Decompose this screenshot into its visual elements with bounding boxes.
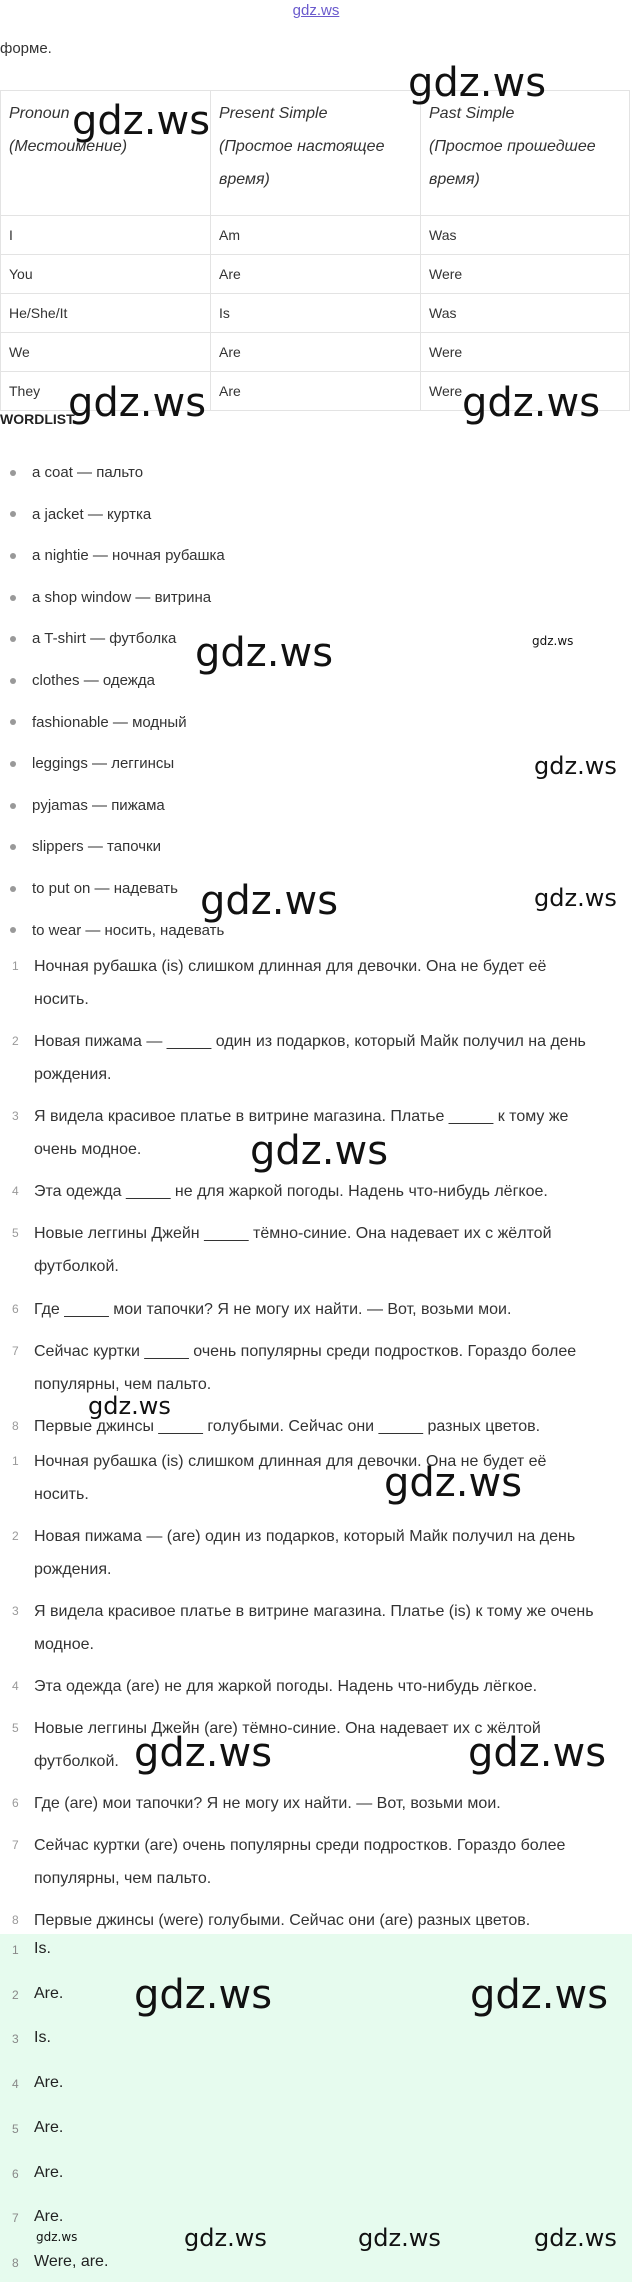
text-line: Ночная рубашка (is) слишком длинная для девочки. Она не будет её <box>34 958 547 975</box>
wordlist-item <box>10 618 225 660</box>
item-text <box>34 1293 628 1326</box>
bullet-icon <box>10 470 16 476</box>
bullet-icon <box>10 511 16 517</box>
wordlist-text: a jacket — куртка <box>32 505 152 523</box>
item-number: 2 <box>12 1034 19 1048</box>
header-line: Present Simple <box>219 105 328 122</box>
header-line: время) <box>429 171 480 188</box>
site-link[interactable]: gdz.ws <box>292 2 340 19</box>
wordlist-title: WORDLIST <box>0 411 75 427</box>
header-present-simple <box>211 91 421 216</box>
table-cell: We <box>1 333 211 372</box>
wordlist <box>10 452 225 951</box>
answer-text: Are. <box>34 1984 64 2002</box>
text-line: Сейчас куртки _____ очень популярны среди подростков. Гораздо более <box>34 1343 577 1360</box>
bullet-icon <box>10 761 16 767</box>
table-cell: Were <box>421 255 630 294</box>
answer-number: 5 <box>12 2121 19 2136</box>
header-line: Pronoun <box>9 105 70 122</box>
item-number: 8 <box>12 1913 19 1927</box>
text-line: Где (are) мои тапочки? Я не могу их найти. — Вот, возьми мои. <box>34 1795 501 1812</box>
wordlist-item <box>10 868 225 910</box>
wordlist-text: to wear — носить, надевать <box>32 921 225 939</box>
answer-number: 8 <box>12 2255 19 2270</box>
text-line: Эта одежда (are) не для жаркой погоды. Надень что-нибудь лёгкое. <box>34 1678 538 1695</box>
item-number: 1 <box>12 959 19 973</box>
item-text <box>34 1445 628 1511</box>
watermark: gdz.ws <box>462 380 601 426</box>
watermark: gdz.ws <box>134 1972 273 2018</box>
item-text <box>34 1175 628 1208</box>
watermark: gdz.ws <box>184 2224 267 2252</box>
wordlist-item <box>10 826 225 868</box>
answer-number: 6 <box>12 2166 19 2181</box>
table-cell: Am <box>211 216 421 255</box>
watermark: gdz.ws <box>250 1128 389 1174</box>
text-line: Я видела красивое платье в витрине магазина. Платье _____ к тому же <box>34 1108 569 1125</box>
text-line: популярны, чем пальто. <box>34 1376 212 1393</box>
answer-number: 2 <box>12 1987 19 2002</box>
item-text <box>34 1595 628 1661</box>
answer-number: 4 <box>12 2077 19 2092</box>
wordlist-text: a coat — пальто <box>32 464 144 481</box>
text-line: Ночная рубашка (is) слишком длинная для девочки. Она не будет её <box>34 1453 547 1470</box>
wordlist-text: a shop window — витрина <box>32 588 212 606</box>
item-number: 8 <box>12 1419 19 1433</box>
text-line: носить. <box>34 1486 89 1503</box>
text-line: Где _____ мои тапочки? Я не могу их найти. — Вот, возьми мои. <box>34 1301 512 1318</box>
watermark: gdz.ws <box>534 884 617 912</box>
bullet-icon <box>10 844 16 850</box>
table-row <box>1 333 630 372</box>
text-line: Новая пижама — _____ один из подарков, который Майк получил на день <box>34 1033 586 1050</box>
header-line: время) <box>219 171 270 188</box>
bullet-icon <box>10 719 16 725</box>
answer-number: 3 <box>12 2032 19 2047</box>
header-past-simple <box>421 91 630 216</box>
wordlist-item <box>10 577 225 619</box>
table-cell: Were <box>421 372 630 411</box>
answer-text: Were, are. <box>34 2252 109 2270</box>
text-line: Эта одежда _____ не для жаркой погоды. Надень что-нибудь лёгкое. <box>34 1183 548 1200</box>
table-cell: Is <box>211 294 421 333</box>
item-number: 1 <box>12 1454 19 1468</box>
answer-text: Are. <box>34 2074 64 2092</box>
item-number: 4 <box>12 1679 19 1693</box>
text-line: модное. <box>34 1636 94 1653</box>
item-number: 5 <box>12 1226 19 1240</box>
item-text <box>34 1217 628 1283</box>
text-line: футболкой. <box>34 1258 119 1275</box>
header-line: (Простое настоящее <box>219 138 385 155</box>
table-row <box>1 216 630 255</box>
watermark: gdz.ws <box>532 634 574 648</box>
bullet-icon <box>10 636 16 642</box>
wordlist-item <box>10 452 225 494</box>
intro-text: форме. <box>0 40 52 57</box>
wordlist-item <box>10 660 225 702</box>
item-number: 5 <box>12 1721 19 1735</box>
text-line: Первые джинсы _____ голубыми. Сейчас они _____ разных цветов. <box>34 1418 541 1435</box>
item-number: 4 <box>12 1184 19 1198</box>
watermark: gdz.ws <box>200 878 339 924</box>
text-line: рождения. <box>34 1561 112 1578</box>
bullet-icon <box>10 595 16 601</box>
wordlist-text: slippers — тапочки <box>32 838 161 856</box>
answer-text: Are. <box>34 2118 64 2136</box>
header-line: (Местоимение) <box>9 138 128 155</box>
watermark: gdz.ws <box>195 630 334 676</box>
watermark: gdz.ws <box>358 2224 441 2252</box>
watermark: gdz.ws <box>384 1460 523 1506</box>
wordlist-item <box>10 494 225 536</box>
watermark: gdz.ws <box>72 98 211 144</box>
text-line: Первые джинсы (were) голубыми. Сейчас они (are) разных цветов. <box>34 1912 531 1929</box>
wordlist-text: a nightie — ночная рубашка <box>32 547 225 565</box>
text-line: очень модное. <box>34 1141 142 1158</box>
answer-number: 7 <box>12 2211 19 2226</box>
wordlist-item <box>10 910 225 952</box>
wordlist-item <box>10 535 225 577</box>
text-line: носить. <box>34 991 89 1008</box>
table-cell: They <box>1 372 211 411</box>
item-text <box>34 950 628 1016</box>
text-line: Новые леггины Джейн _____ тёмно-синие. Она надевает их с жёлтой <box>34 1225 552 1242</box>
wordlist-text: a T-shirt — футболка <box>32 630 177 648</box>
wordlist-text: clothes — одежда <box>32 671 155 689</box>
table-cell: Was <box>421 294 630 333</box>
table-cell: I <box>1 216 211 255</box>
table-row <box>1 255 630 294</box>
table-cell: Was <box>421 216 630 255</box>
item-text <box>34 1670 628 1703</box>
header-line: (Простое прошедшее <box>429 138 596 155</box>
item-text <box>34 1829 628 1895</box>
wordlist-item <box>10 702 225 744</box>
item-text <box>34 1520 628 1586</box>
header-line: Past Simple <box>429 105 515 122</box>
text-line: Новые леггины Джейн (are) тёмно-синие. Она надевает их с жёлтой <box>34 1720 541 1737</box>
bullet-icon <box>10 927 16 933</box>
table-cell: Are <box>211 372 421 411</box>
wordlist-text: leggings — леггинсы <box>32 755 175 773</box>
bullet-icon <box>10 803 16 809</box>
table-cell: You <box>1 255 211 294</box>
wordlist-item <box>10 743 225 785</box>
watermark: gdz.ws <box>36 2230 78 2244</box>
watermark: gdz.ws <box>68 380 207 426</box>
answer-text: Are. <box>34 2163 64 2181</box>
item-text <box>34 1787 628 1820</box>
table-cell: Were <box>421 333 630 372</box>
bullet-icon <box>10 553 16 559</box>
answer-number: 1 <box>12 1943 19 1957</box>
item-number: 6 <box>12 1302 19 1316</box>
text-line: футболкой. <box>34 1753 119 1770</box>
item-number: 7 <box>12 1838 19 1852</box>
table-row <box>1 294 630 333</box>
watermark: gdz.ws <box>470 1972 609 2018</box>
text-line: Новая пижама — (are) один из подарков, который Майк получил на день <box>34 1528 576 1545</box>
text-line: популярны, чем пальто. <box>34 1870 212 1887</box>
wordlist-text: pyjamas — пижама <box>32 796 165 814</box>
bullet-icon <box>10 886 16 892</box>
text-line: Я видела красивое платье в витрине магазина. Платье (is) к тому же очень <box>34 1603 594 1620</box>
wordlist-item <box>10 785 225 827</box>
table-cell: Are <box>211 333 421 372</box>
answer-text: Are. <box>34 2208 64 2226</box>
wordlist-text: fashionable — модный <box>32 713 187 731</box>
watermark: gdz.ws <box>468 1730 607 1776</box>
item-number: 7 <box>12 1344 19 1358</box>
watermark: gdz.ws <box>134 1730 273 1776</box>
wordlist-text: to put on — надевать <box>32 879 178 897</box>
watermark: gdz.ws <box>408 60 547 106</box>
answer-text: Is. <box>34 2029 51 2047</box>
item-text <box>34 1904 628 1937</box>
watermark: gdz.ws <box>88 1392 171 1420</box>
watermark: gdz.ws <box>534 2224 617 2252</box>
item-number: 3 <box>12 1604 19 1618</box>
bullet-icon <box>10 678 16 684</box>
table-cell: Are <box>211 255 421 294</box>
table-cell: He/She/It <box>1 294 211 333</box>
text-line: рождения. <box>34 1066 112 1083</box>
item-text <box>34 1025 628 1091</box>
watermark: gdz.ws <box>534 752 617 780</box>
item-number: 3 <box>12 1109 19 1123</box>
item-number: 2 <box>12 1529 19 1543</box>
text-line: Сейчас куртки (are) очень популярны среди подростков. Гораздо более <box>34 1837 566 1854</box>
item-number: 6 <box>12 1796 19 1810</box>
answer-text: Is. <box>34 1940 51 1957</box>
